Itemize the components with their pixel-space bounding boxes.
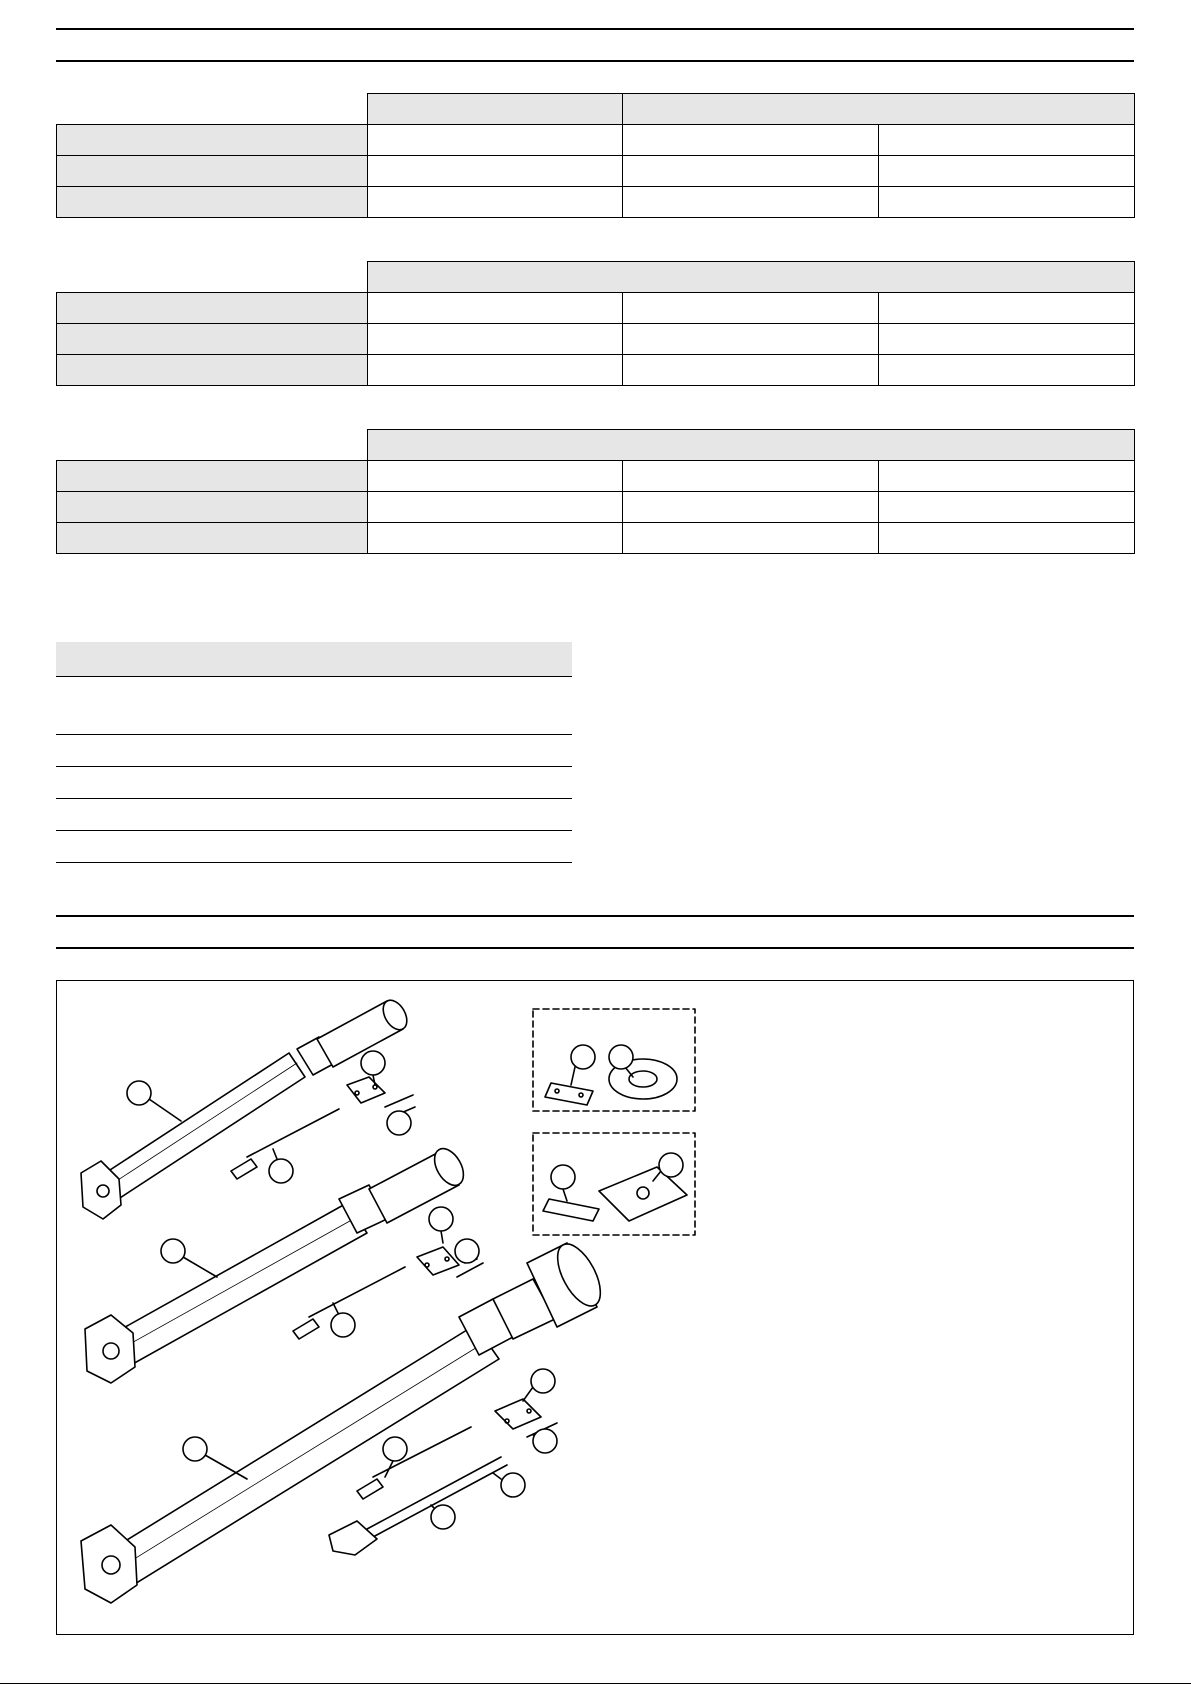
table-cell — [368, 156, 623, 187]
mounting-clip-large — [495, 1399, 541, 1429]
table-header-cell — [368, 94, 623, 125]
table-cell — [623, 125, 879, 156]
section-bottom-title-underline — [56, 947, 1134, 949]
parts-figure — [56, 980, 1134, 1635]
table-cell — [879, 492, 1135, 523]
callout-1 — [127, 1081, 181, 1121]
setting-tool — [329, 1457, 507, 1555]
table-cell — [623, 156, 879, 187]
row-label — [57, 461, 368, 492]
table-cell — [368, 187, 623, 218]
callout-8 — [331, 1303, 355, 1337]
table-cell — [879, 461, 1135, 492]
callout-11 — [533, 1429, 557, 1453]
table-cell — [623, 293, 879, 324]
callout-17 — [551, 1165, 575, 1201]
section-title-underline — [56, 60, 1134, 62]
table-cell — [879, 187, 1135, 218]
section-top-rule — [56, 28, 1134, 30]
split-pin-medium — [457, 1263, 483, 1277]
table-header-blank — [57, 94, 368, 125]
table-cell — [879, 324, 1135, 355]
table-cell — [368, 523, 623, 554]
table-cell — [879, 355, 1135, 386]
table-row — [57, 492, 1135, 523]
callout-9 — [183, 1437, 247, 1479]
table-cell — [623, 324, 879, 355]
table-header-row — [57, 430, 1135, 461]
table-cell — [623, 355, 879, 386]
table-cell — [623, 523, 879, 554]
spec-table-2 — [56, 261, 1135, 386]
callout-13 — [493, 1473, 525, 1497]
table-row — [57, 156, 1135, 187]
table-row — [57, 461, 1135, 492]
split-pin-small — [385, 1095, 413, 1107]
list-item — [56, 767, 572, 799]
table-row — [57, 355, 1135, 386]
callout-7 — [455, 1239, 479, 1263]
row-label — [57, 125, 368, 156]
table-row — [57, 523, 1135, 554]
table-row — [57, 293, 1135, 324]
mounting-clip-medium — [417, 1247, 459, 1275]
row-label — [57, 187, 368, 218]
table-header-cell — [368, 262, 1135, 293]
bracket-plate-small — [545, 1083, 593, 1105]
row-label — [57, 355, 368, 386]
section-bottom-rule — [56, 915, 1134, 917]
table-cell — [623, 187, 879, 218]
table-cell — [623, 461, 879, 492]
bracket-strip — [543, 1199, 599, 1221]
list-item — [56, 735, 572, 767]
callout-10 — [523, 1369, 555, 1401]
spec-table-1 — [56, 93, 1135, 218]
callout-5 — [161, 1239, 217, 1277]
table-cell — [368, 293, 623, 324]
row-label — [57, 324, 368, 355]
callout-6 — [429, 1207, 453, 1243]
table-row — [57, 324, 1135, 355]
motor-tube-small — [81, 996, 412, 1219]
table-cell — [368, 355, 623, 386]
parts-list-header — [56, 642, 572, 677]
spec-table-3 — [56, 429, 1135, 554]
row-label — [57, 293, 368, 324]
parts-list — [56, 642, 572, 863]
callout-15 — [571, 1045, 595, 1085]
callout-4 — [269, 1149, 293, 1183]
row-label — [57, 492, 368, 523]
table-row — [57, 125, 1135, 156]
table-header-row — [57, 262, 1135, 293]
table-cell — [879, 523, 1135, 554]
table-header-blank — [57, 262, 368, 293]
list-item — [56, 799, 572, 831]
parts-illustration — [57, 981, 1133, 1634]
table-cell — [879, 156, 1135, 187]
table-header-blank — [57, 430, 368, 461]
row-label — [57, 156, 368, 187]
adjustment-rod-large — [357, 1427, 471, 1499]
callout-12 — [383, 1437, 407, 1477]
table-cell — [368, 125, 623, 156]
table-cell — [368, 324, 623, 355]
table-row — [57, 187, 1135, 218]
table-header-row — [57, 94, 1135, 125]
table-cell — [368, 492, 623, 523]
table-header-cell — [623, 94, 1135, 125]
table-cell — [368, 461, 623, 492]
list-item — [56, 677, 572, 735]
table-cell — [879, 293, 1135, 324]
mounting-clip-small — [347, 1077, 385, 1103]
callout-14 — [431, 1505, 455, 1529]
page-footer-rule — [0, 1683, 1191, 1684]
table-cell — [623, 492, 879, 523]
table-cell — [879, 125, 1135, 156]
list-item — [56, 831, 572, 863]
table-header-cell — [368, 430, 1135, 461]
callout-3 — [387, 1107, 415, 1135]
row-label — [57, 523, 368, 554]
